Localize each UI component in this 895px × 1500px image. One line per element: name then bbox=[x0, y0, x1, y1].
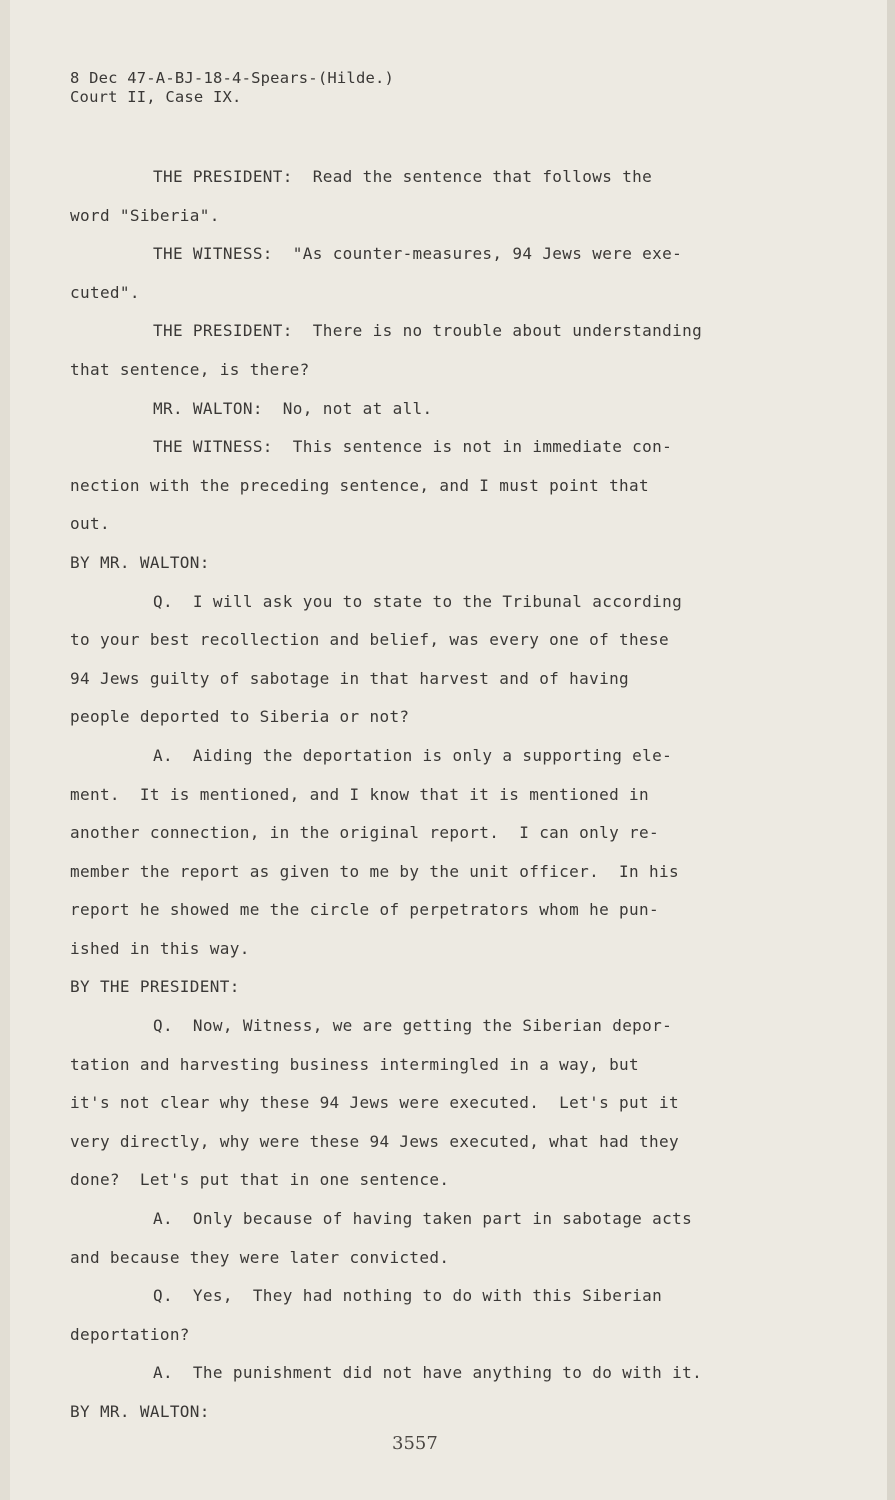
transcript-line: BY THE PRESIDENT: bbox=[70, 977, 240, 997]
transcript-line: people deported to Siberia or not? bbox=[70, 707, 410, 727]
transcript-line: cuted". bbox=[70, 282, 140, 302]
transcript-line: MR. WALTON: No, not at all. bbox=[153, 398, 433, 418]
transcript-line: ished in this way. bbox=[70, 938, 250, 958]
transcript-line: deportation? bbox=[70, 1324, 190, 1344]
transcript-line: BY MR. WALTON: bbox=[70, 1402, 210, 1421]
transcript-line: Q. Now, Witness, we are getting the Siberian depor- bbox=[153, 1016, 673, 1036]
header-court-line: Court II, Case IX. bbox=[70, 88, 242, 106]
transcript-line: Q. I will ask you to state to the Tribunal according bbox=[153, 591, 683, 611]
transcript-line: word "Siberia". bbox=[70, 205, 220, 225]
transcript-line: member the report as given to me by the unit officer. In his bbox=[70, 861, 679, 881]
transcript-line: to your best recollection and belief, was every one of these bbox=[70, 630, 669, 650]
transcript-line: A. Only because of having taken part in sabotage acts bbox=[153, 1209, 693, 1229]
transcript-body bbox=[70, 158, 810, 1432]
document-header bbox=[70, 69, 394, 107]
transcript-line: Q. Yes, They had nothing to do with this Siberian bbox=[153, 1286, 663, 1306]
transcript-line: THE PRESIDENT: There is no trouble about understanding bbox=[153, 321, 703, 341]
transcript-line: BY MR. WALTON: bbox=[70, 552, 210, 572]
header-reference-line: 8 Dec 47-A-BJ-18-4-Spears-(Hilde.) bbox=[70, 69, 395, 87]
transcript-line: another connection, in the original report. I can only re- bbox=[70, 823, 659, 843]
page-right-edge bbox=[887, 0, 895, 1500]
page-number: 3557 bbox=[392, 1433, 438, 1454]
transcript-line: very directly, why were these 94 Jews executed, what had they bbox=[70, 1131, 679, 1151]
transcript-line: tation and harvesting business intermingled in a way, but bbox=[70, 1054, 640, 1074]
transcript-line: THE WITNESS: This sentence is not in immediate con- bbox=[153, 437, 673, 457]
page-left-edge bbox=[0, 0, 10, 1500]
transcript-line: A. The punishment did not have anything to do with it. bbox=[153, 1363, 703, 1383]
transcript-line: THE PRESIDENT: Read the sentence that follows the bbox=[153, 167, 653, 186]
transcript-line: and because they were later convicted. bbox=[70, 1247, 450, 1267]
transcript-line: A. Aiding the deportation is only a supporting ele- bbox=[153, 745, 673, 765]
transcript-line: THE WITNESS: "As counter-measures, 94 Jews were exe- bbox=[153, 244, 683, 264]
transcript-line: out. bbox=[70, 514, 110, 534]
transcript-line: report he showed me the circle of perpetrators whom he pun- bbox=[70, 900, 659, 920]
transcript-line: 94 Jews guilty of sabotage in that harvest and of having bbox=[70, 668, 630, 688]
transcript-line: done? Let's put that in one sentence. bbox=[70, 1170, 450, 1190]
transcript-line: it's not clear why these 94 Jews were executed. Let's put it bbox=[70, 1093, 679, 1113]
transcript-line: nection with the preceding sentence, and I must point that bbox=[70, 475, 650, 495]
transcript-line: that sentence, is there? bbox=[70, 359, 310, 379]
transcript-line: ment. It is mentioned, and I know that it is mentioned in bbox=[70, 784, 650, 804]
